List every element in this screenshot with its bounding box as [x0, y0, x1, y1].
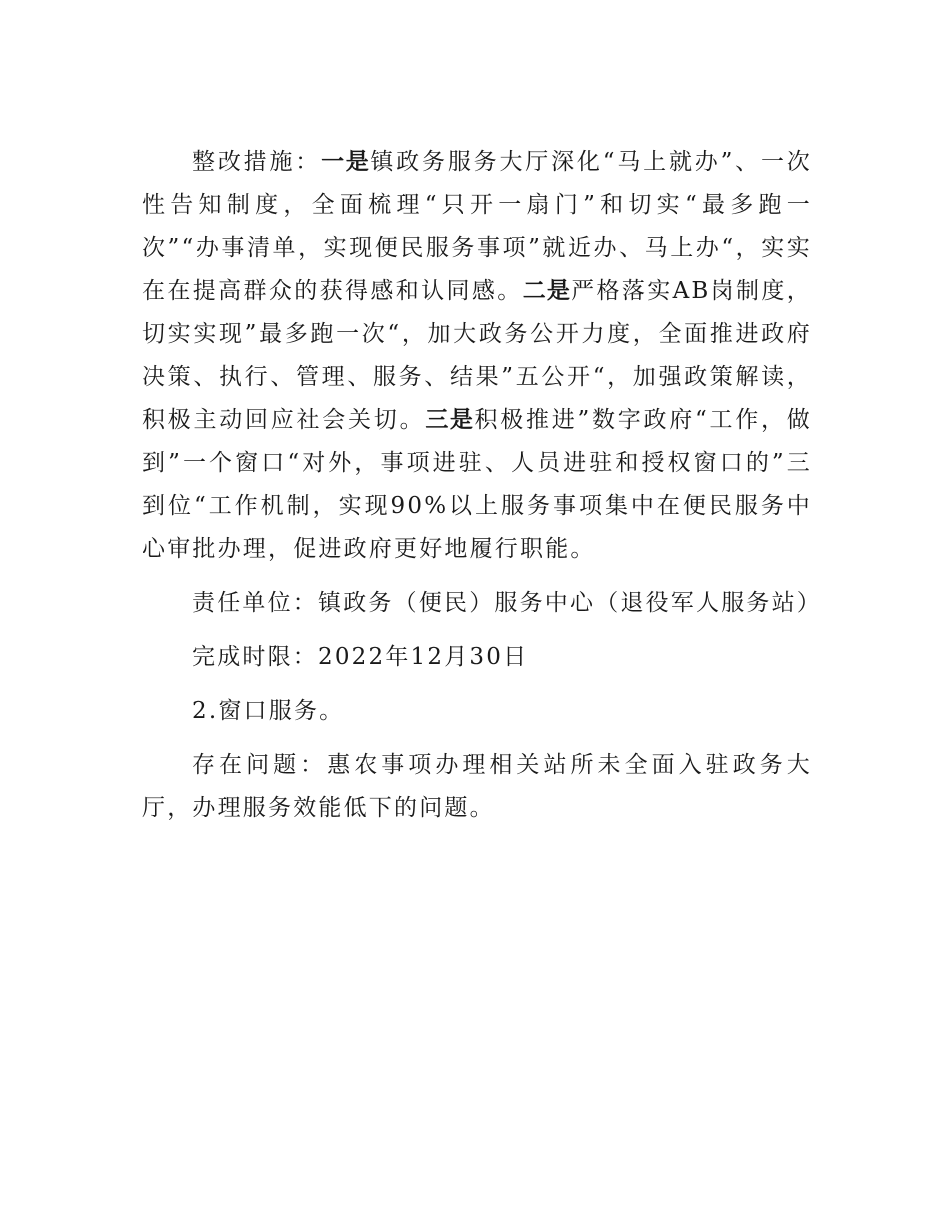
measures-label: 整改措施：	[192, 149, 322, 175]
section-heading: 2.窗口服务。	[192, 698, 345, 724]
responsible-unit-paragraph: 责任单位：镇政务（便民）服务中心（退役军人服务站）	[192, 590, 822, 616]
measures-paragraph	[142, 141, 812, 571]
document-body	[142, 141, 822, 830]
problem-paragraph: 存在问题：惠农事项办理相关站所未全面入驻政务大厅，办理服务效能低下的问题。	[142, 752, 812, 821]
point-one-marker: 一是	[321, 149, 371, 175]
point-two-marker: 二是	[522, 278, 572, 304]
point-three-text: 积极推进”数字政府“工作，做到”一个窗口“对外，事项进驻、人员进驻和授权窗口的”三到位“工作机制，实现90%以上服务事项集中在便民服务中心审批办理，促进政府更好地履行职能。	[142, 407, 813, 562]
point-three-marker: 三是	[425, 407, 475, 433]
point-two-text: 严格落实AB岗制度，切实实现”最多跑一次“，加大政务公开力度，全面推进政府决策、执行、管理、服务、结果”五公开“，加强政策解读，积极主动回应社会关切。	[142, 278, 813, 433]
deadline-paragraph: 完成时限：2022年12月30日	[192, 644, 529, 670]
point-one-text: 镇政务服务大厅深化“马上就办”、一次性告知制度，全面梳理“只开一扇门”和切实“最多跑一次”“办事清单，实现便民服务事项”就近办、马上办“，实实在在提高群众的获得感和认同感。	[142, 149, 813, 304]
